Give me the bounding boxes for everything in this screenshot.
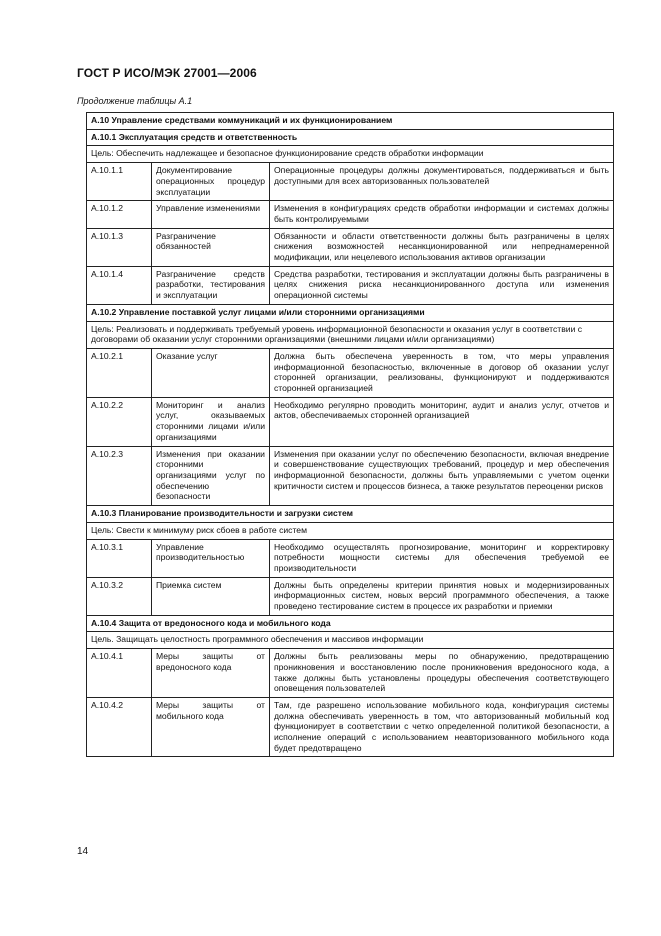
control-id: А.10.2.3 xyxy=(87,446,152,506)
table-continuation-note: Продолжение таблицы А.1 xyxy=(77,96,193,106)
subsection-goal: Цель: Реализовать и поддерживать требуемый уровень информационной безопасности и оказания услуг в соответствии с договорами об оказании услуг сторонними организациями (внешними лицами и/или организациями) xyxy=(87,321,614,348)
table-row xyxy=(87,228,614,266)
control-name: Приемка систем xyxy=(152,577,270,615)
control-name: Мониторинг и анализ услуг, оказываемых сторонними лицами и/или организациями xyxy=(152,397,270,446)
control-id: А.10.3.2 xyxy=(87,577,152,615)
control-id: А.10.1.1 xyxy=(87,163,152,201)
section-header-row xyxy=(87,113,614,130)
control-text: Должна быть обеспечена уверенность в том, что меры управления информационной безопасностью, включенные в договор об оказании услуг сторонней организации, реализованы, функционируют и поддерживаются сторонней организацией xyxy=(270,348,614,397)
subsection-header-row xyxy=(87,506,614,523)
control-name: Меры защиты от вредоносного кода xyxy=(152,649,270,698)
control-text: Операционные процедуры должны документироваться, поддерживаться и быть доступными для всех авторизованных пользователей xyxy=(270,163,614,201)
document-title: ГОСТ Р ИСО/МЭК 27001—2006 xyxy=(77,66,257,80)
table-row xyxy=(87,446,614,506)
control-text: Обязанности и области ответственности должны быть разграничены в целях снижения возможностей несанкционированной или непреднамеренной модификации, или нецелевого использования активов организации xyxy=(270,228,614,266)
control-name: Меры защиты от мобильного кода xyxy=(152,697,270,757)
control-id: А.10.3.1 xyxy=(87,539,152,577)
control-name: Разграничение обязанностей xyxy=(152,228,270,266)
subsection-title: А.10.1 Эксплуатация средств и ответственность xyxy=(87,129,614,146)
control-text: Необходимо осуществлять прогнозирование, мониторинг и корректировку потребности мощности системы для обеспечения требуемой ее производительности xyxy=(270,539,614,577)
control-id: А.10.4.1 xyxy=(87,649,152,698)
subsection-goal-row xyxy=(87,146,614,163)
control-id: А.10.1.3 xyxy=(87,228,152,266)
subsection-header-row xyxy=(87,304,614,321)
control-id: А.10.1.4 xyxy=(87,266,152,304)
table-row xyxy=(87,348,614,397)
controls-table xyxy=(86,112,614,757)
table-row xyxy=(87,577,614,615)
subsection-goal-row xyxy=(87,632,614,649)
subsection-goal-row xyxy=(87,522,614,539)
subsection-goal-row xyxy=(87,321,614,348)
subsection-title: А.10.4 Защита от вредоносного кода и мобильного кода xyxy=(87,615,614,632)
control-text: Необходимо регулярно проводить мониторинг, аудит и анализ услуг, отчетов и актов, обеспечиваемых сторонней организацией xyxy=(270,397,614,446)
control-name: Разграничение средств разработки, тестирования и эксплуатации xyxy=(152,266,270,304)
control-id: А.10.2.2 xyxy=(87,397,152,446)
control-id: А.10.1.2 xyxy=(87,201,152,228)
table-row xyxy=(87,397,614,446)
control-text: Должны быть определены критерии принятия новых и модернизированных информационных систем, новых версий программного обеспечения, а также проведено тестирование систем в процессе их разработки и приемки xyxy=(270,577,614,615)
subsection-header-row xyxy=(87,615,614,632)
table-row xyxy=(87,697,614,757)
control-id: А.10.2.1 xyxy=(87,348,152,397)
control-text: Изменения при оказании услуг по обеспечению безопасности, включая внедрение и совершенствование существующих требований, процедур и мер обеспечения информационной безопасности, должны быть управляемыми с учетом оценки критичности систем и процессов бизнеса, а также результатов переоценки рисков xyxy=(270,446,614,506)
section-title: А.10 Управление средствами коммуникаций и их функционированием xyxy=(87,113,614,130)
subsection-goal: Цель: Свести к минимуму риск сбоев в работе систем xyxy=(87,522,614,539)
subsection-title: А.10.3 Планирование производительности и загрузки систем xyxy=(87,506,614,523)
control-name: Управление изменениями xyxy=(152,201,270,228)
table-row xyxy=(87,539,614,577)
control-text: Там, где разрешено использование мобильного кода, конфигурация системы должна обеспечивать уверенность в том, что авторизованный мобильный код функционирует в соответствии с четко определенной политикой безопасности, а исполнение операций с использованием неавторизованного мобильного кода будет предотвращено xyxy=(270,697,614,757)
control-name: Документирование операционных процедур эксплуатации xyxy=(152,163,270,201)
subsection-header-row xyxy=(87,129,614,146)
subsection-goal: Цель: Обеспечить надлежащее и безопасное функционирование средств обработки информации xyxy=(87,146,614,163)
page-number: 14 xyxy=(77,846,89,857)
table-row xyxy=(87,649,614,698)
table-row xyxy=(87,266,614,304)
control-text: Изменения в конфигурациях средств обработки информации и системах должны быть контролируемыми xyxy=(270,201,614,228)
subsection-goal: Цель. Защищать целостность программного обеспечения и массивов информации xyxy=(87,632,614,649)
control-name: Оказание услуг xyxy=(152,348,270,397)
control-name: Управление производительностью xyxy=(152,539,270,577)
control-text: Должны быть реализованы меры по обнаружению, предотвращению проникновения и восстановлению после проникновения вредоносного кода, а также должны быть установлены процедуры обеспечения соответствующего оповещения пользователей xyxy=(270,649,614,698)
control-text: Средства разработки, тестирования и эксплуатации должны быть разграничены в целях снижения риска несанкционированного доступа или изменения операционной системы xyxy=(270,266,614,304)
control-id: А.10.4.2 xyxy=(87,697,152,757)
subsection-title: А.10.2 Управление поставкой услуг лицами и/или сторонними организациями xyxy=(87,304,614,321)
table-row xyxy=(87,163,614,201)
control-name: Изменения при оказании сторонними организациями услуг по обеспечению безопасности xyxy=(152,446,270,506)
table-row xyxy=(87,201,614,228)
